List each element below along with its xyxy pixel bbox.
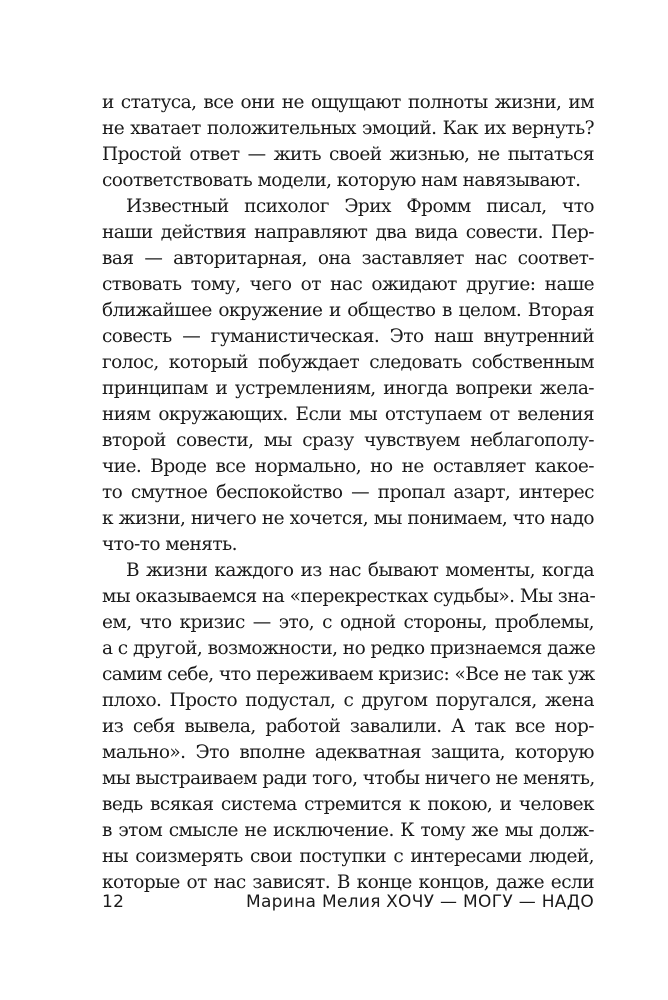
text-line: ствовать тому, чего от нас ожидают другие: наше — [102, 274, 594, 295]
text-line: самим себе, что переживаем кризис: «Все не так уж — [102, 664, 595, 685]
text-line: то смутное беспокойство — пропал азарт, интерес — [102, 482, 594, 503]
text-line: не хватает положительных эмоций. Как их вернуть? — [102, 118, 594, 139]
text-line: чие. Вроде все нормально, но не оставляет какое- — [102, 456, 594, 477]
text-line: ближайшее окружение и общество в целом. Вторая — [102, 300, 594, 321]
text-line: мально». Это вполне адекватная защита, которую — [102, 742, 594, 763]
text-line: мы оказываемся на «перекрестках судьбы». Мы зна- — [102, 586, 596, 607]
page-number: 12 — [102, 892, 125, 912]
text-line: принципам и устремлениям, иногда вопреки жела- — [102, 378, 594, 399]
text-line: плохо. Просто подустал, с другом поругался, жена — [102, 690, 594, 711]
text-line: ведь всякая система стремится к покою, и человек — [102, 794, 594, 815]
text-line: В жизни каждого из нас бывают моменты, когда — [126, 560, 594, 581]
text-line: к жизни, ничего не хочется, мы понимаем, что надо — [102, 508, 594, 529]
text-line: второй совести, мы сразу чувствуем неблагополу- — [102, 430, 594, 451]
text-line: мы выстраиваем ради того, чтобы ничего не менять, — [102, 768, 595, 789]
text-line: Известный психолог Эрих Фромм писал, что — [126, 196, 594, 217]
running-footer-author: Марина Мелия — [246, 892, 381, 912]
text-line: вая — авторитарная, она заставляет нас соответ- — [102, 248, 594, 269]
text-line: из себя вывела, работой завалили. А так все нор- — [102, 716, 594, 737]
text-line: в этом смысле не исключение. К тому же мы долж- — [102, 820, 594, 841]
text-line: которые от нас зависят. В конце концов, даже если — [102, 872, 594, 893]
text-line: наши действия направляют два вида совести. Пер- — [102, 222, 594, 243]
text-line: ниям окружающих. Если мы отступаем от веления — [102, 404, 594, 425]
text-line: и статуса, все они не ощущают полноты жизни, им — [102, 92, 594, 113]
text-line: Простой ответ — жить своей жизнью, не пытаться — [102, 144, 594, 165]
text-line: голос, который побуждает следовать собственным — [102, 352, 594, 373]
text-line: что-то менять. — [102, 534, 237, 555]
text-line: ем, что кризис — это, с одной стороны, проблемы, — [102, 612, 594, 633]
running-footer-title: ХОЧУ — МОГУ — НАДО — [386, 892, 594, 912]
text-line: а с другой, возможности, но редко признаемся даже — [102, 638, 596, 659]
text-line: совесть — гуманистическая. Это наш внутренний — [102, 326, 594, 347]
text-line: соответствовать модели, которую нам навязывают. — [102, 170, 581, 191]
text-line: ны соизмерять свои поступки с интересами людей, — [102, 846, 594, 867]
